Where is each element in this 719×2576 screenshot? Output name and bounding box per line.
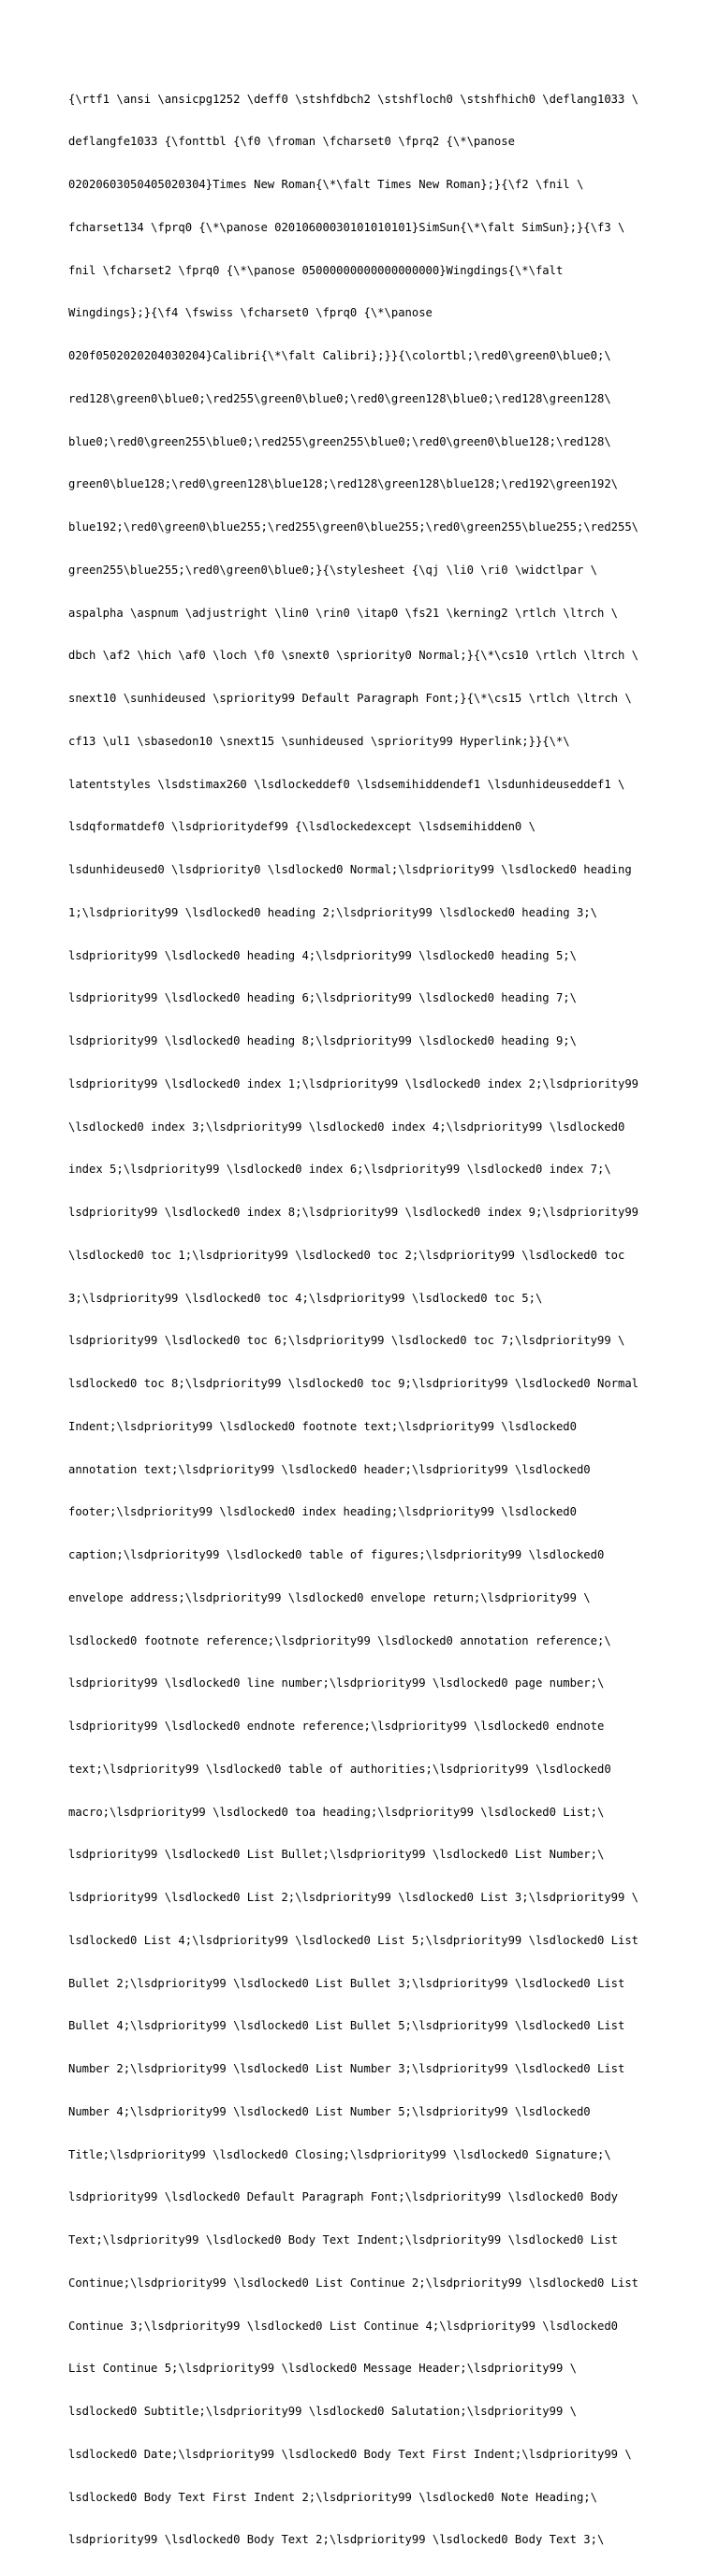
text-line: Wingdings};}{\f4 \fswiss \fcharset0 \fprq0 {\*\panose — [68, 306, 433, 320]
text-line: red128\green0\blue0;\red255\green0\blue0;\red0\green128\blue0;\red128\green128\ — [68, 391, 611, 405]
text-line: lsdqformatdef0 \lsdprioritydef99 {\lsdlockedexcept \lsdsemihidden0 \ — [68, 820, 536, 834]
text-line: Text;\lsdpriority99 \lsdlocked0 Body Text Indent;\lsdpriority99 \lsdlocked0 List — [68, 2233, 618, 2247]
text-line: aspalpha \aspnum \adjustright \lin0 \rin0 \itap0 \fs21 \kerning2 \rtlch \ltrch \ — [68, 606, 618, 620]
text-line: Number 2;\lsdpriority99 \lsdlocked0 List Number 3;\lsdpriority99 \lsdlocked0 List — [68, 2062, 625, 2075]
text-line: lsdpriority99 \lsdlocked0 heading 8;\lsdpriority99 \lsdlocked0 heading 9;\ — [68, 1034, 577, 1047]
text-line: lsdpriority99 \lsdlocked0 List Bullet;\lsdpriority99 \lsdlocked0 List Number;\ — [68, 1848, 605, 1862]
text-line: lsdlocked0 Body Text First Indent 2;\lsdpriority99 \lsdlocked0 Note Heading;\ — [68, 2490, 597, 2504]
rtf-source-text — [68, 64, 668, 2576]
text-line: caption;\lsdpriority99 \lsdlocked0 table of figures;\lsdpriority99 \lsdlocked0 — [68, 1548, 605, 1561]
text-line: lsdpriority99 \lsdlocked0 index 8;\lsdpriority99 \lsdlocked0 index 9;\lsdpriority99 — [68, 1206, 639, 1219]
text-line: lsdpriority99 \lsdlocked0 Body Text 2;\lsdpriority99 \lsdlocked0 Body Text 3;\ — [68, 2533, 605, 2547]
text-line: Continue 3;\lsdpriority99 \lsdlocked0 List Continue 4;\lsdpriority99 \lsdlocked0 — [68, 2319, 618, 2333]
text-line: green0\blue128;\red0\green128\blue128;\red128\green128\blue128;\red192\green192\ — [68, 477, 618, 491]
text-line: green255\blue255;\red0\green0\blue0;}{\stylesheet {\qj \li0 \ri0 \widctlpar \ — [68, 563, 597, 577]
text-line: snext10 \sunhideused \spriority99 Default Paragraph Font;}{\*\cs15 \rtlch \ltrch \ — [68, 692, 632, 705]
text-line: Bullet 4;\lsdpriority99 \lsdlocked0 List Bullet 5;\lsdpriority99 \lsdlocked0 List — [68, 2019, 625, 2033]
text-line: blue192;\red0\green0\blue255;\red255\green0\blue255;\red0\green255\blue255;\red255\ — [68, 520, 639, 534]
text-line: lsdpriority99 \lsdlocked0 endnote reference;\lsdpriority99 \lsdlocked0 endnote — [68, 1720, 605, 1733]
text-line: lsdpriority99 \lsdlocked0 heading 4;\lsdpriority99 \lsdlocked0 heading 5;\ — [68, 948, 577, 962]
text-line: lsdlocked0 List 4;\lsdpriority99 \lsdlocked0 List 5;\lsdpriority99 \lsdlocked0 List — [68, 1933, 639, 1947]
text-line: 3;\lsdpriority99 \lsdlocked0 toc 4;\lsdpriority99 \lsdlocked0 toc 5;\ — [68, 1291, 543, 1305]
text-line: latentstyles \lsdstimax260 \lsdlockeddef0 \lsdsemihiddendef1 \lsdunhideuseddef1 \ — [68, 777, 625, 791]
text-line: 02020603050405020304}Times New Roman{\*\falt Times New Roman};}{\f2 \fnil \ — [68, 178, 584, 191]
text-line: 020f0502020204030204}Calibri{\*\falt Calibri};}}{\colortbl;\red0\green0\blue0;\ — [68, 349, 611, 362]
text-line: \lsdlocked0 toc 1;\lsdpriority99 \lsdlocked0 toc 2;\lsdpriority99 \lsdlocked0 toc — [68, 1248, 625, 1262]
text-line: lsdpriority99 \lsdlocked0 toc 6;\lsdpriority99 \lsdlocked0 toc 7;\lsdpriority99 \ — [68, 1334, 625, 1348]
text-line: List Continue 5;\lsdpriority99 \lsdlocked0 Message Header;\lsdpriority99 \ — [68, 2362, 577, 2376]
text-line: envelope address;\lsdpriority99 \lsdlocked0 envelope return;\lsdpriority99 \ — [68, 1590, 591, 1604]
text-line: lsdlocked0 toc 8;\lsdpriority99 \lsdlocked0 toc 9;\lsdpriority99 \lsdlocked0 Normal — [68, 1377, 639, 1390]
text-line: Bullet 2;\lsdpriority99 \lsdlocked0 List Bullet 3;\lsdpriority99 \lsdlocked0 List — [68, 1976, 625, 1990]
text-line: 1;\lsdpriority99 \lsdlocked0 heading 2;\lsdpriority99 \lsdlocked0 heading 3;\ — [68, 905, 597, 919]
text-line: lsdlocked0 Date;\lsdpriority99 \lsdlocked0 Body Text First Indent;\lsdpriority99 \ — [68, 2447, 632, 2461]
text-line: lsdlocked0 footnote reference;\lsdpriority99 \lsdlocked0 annotation reference;\ — [68, 1633, 611, 1647]
text-line: {\rtf1 \ansi \ansicpg1252 \deff0 \stshfdbch2 \stshfloch0 \stshfhich0 \deflang1033 \ — [68, 92, 639, 106]
text-line: lsdpriority99 \lsdlocked0 heading 6;\lsdpriority99 \lsdlocked0 heading 7;\ — [68, 991, 577, 1005]
text-line: lsdpriority99 \lsdlocked0 line number;\lsdpriority99 \lsdlocked0 page number;\ — [68, 1676, 605, 1690]
text-line: lsdpriority99 \lsdlocked0 Default Paragraph Font;\lsdpriority99 \lsdlocked0 Body — [68, 2190, 618, 2204]
text-line: deflangfe1033 {\fonttbl {\f0 \froman \fcharset0 \fprq2 {\*\panose — [68, 135, 515, 149]
text-line: Continue;\lsdpriority99 \lsdlocked0 List Continue 2;\lsdpriority99 \lsdlocked0 List — [68, 2276, 639, 2290]
text-line: lsdpriority99 \lsdlocked0 index 1;\lsdpriority99 \lsdlocked0 index 2;\lsdpriority99 — [68, 1076, 639, 1090]
text-line: index 5;\lsdpriority99 \lsdlocked0 index 6;\lsdpriority99 \lsdlocked0 index 7;\ — [68, 1163, 611, 1177]
text-line: cf13 \ul1 \sbasedon10 \snext15 \sunhideused \spriority99 Hyperlink;}}{\*\ — [68, 734, 570, 748]
text-line: Title;\lsdpriority99 \lsdlocked0 Closing;\lsdpriority99 \lsdlocked0 Signature;\ — [68, 2147, 611, 2161]
text-line: text;\lsdpriority99 \lsdlocked0 table of authorities;\lsdpriority99 \lsdlocked0 — [68, 1762, 611, 1776]
text-line: fcharset134 \fprq0 {\*\panose 02010600030101010101}SimSun{\*\falt SimSun};}{\f3 \ — [68, 220, 625, 234]
text-line: footer;\lsdpriority99 \lsdlocked0 index heading;\lsdpriority99 \lsdlocked0 — [68, 1505, 577, 1519]
text-line: \lsdlocked0 index 3;\lsdpriority99 \lsdlocked0 index 4;\lsdpriority99 \lsdlocked0 — [68, 1120, 625, 1134]
text-line: lsdpriority99 \lsdlocked0 List 2;\lsdpriority99 \lsdlocked0 List 3;\lsdpriority99 \ — [68, 1891, 639, 1904]
text-line: Indent;\lsdpriority99 \lsdlocked0 footnote text;\lsdpriority99 \lsdlocked0 — [68, 1419, 577, 1433]
text-line: annotation text;\lsdpriority99 \lsdlocked0 header;\lsdpriority99 \lsdlocked0 — [68, 1462, 591, 1476]
text-line: fnil \fcharset2 \fprq0 {\*\panose 05000000000000000000}Wingdings{\*\falt — [68, 263, 564, 277]
text-line: lsdunhideused0 \lsdpriority0 \lsdlocked0 Normal;\lsdpriority99 \lsdlocked0 heading — [68, 863, 632, 876]
text-line: dbch \af2 \hich \af0 \loch \f0 \snext0 \spriority0 Normal;}{\*\cs10 \rtlch \ltrch \ — [68, 649, 639, 663]
text-line: blue0;\red0\green255\blue0;\red255\green255\blue0;\red0\green0\blue128;\red128\ — [68, 434, 611, 448]
text-line: lsdlocked0 Subtitle;\lsdpriority99 \lsdlocked0 Salutation;\lsdpriority99 \ — [68, 2405, 577, 2418]
text-line: Number 4;\lsdpriority99 \lsdlocked0 List Number 5;\lsdpriority99 \lsdlocked0 — [68, 2104, 591, 2118]
text-line: macro;\lsdpriority99 \lsdlocked0 toa heading;\lsdpriority99 \lsdlocked0 List;\ — [68, 1805, 605, 1819]
